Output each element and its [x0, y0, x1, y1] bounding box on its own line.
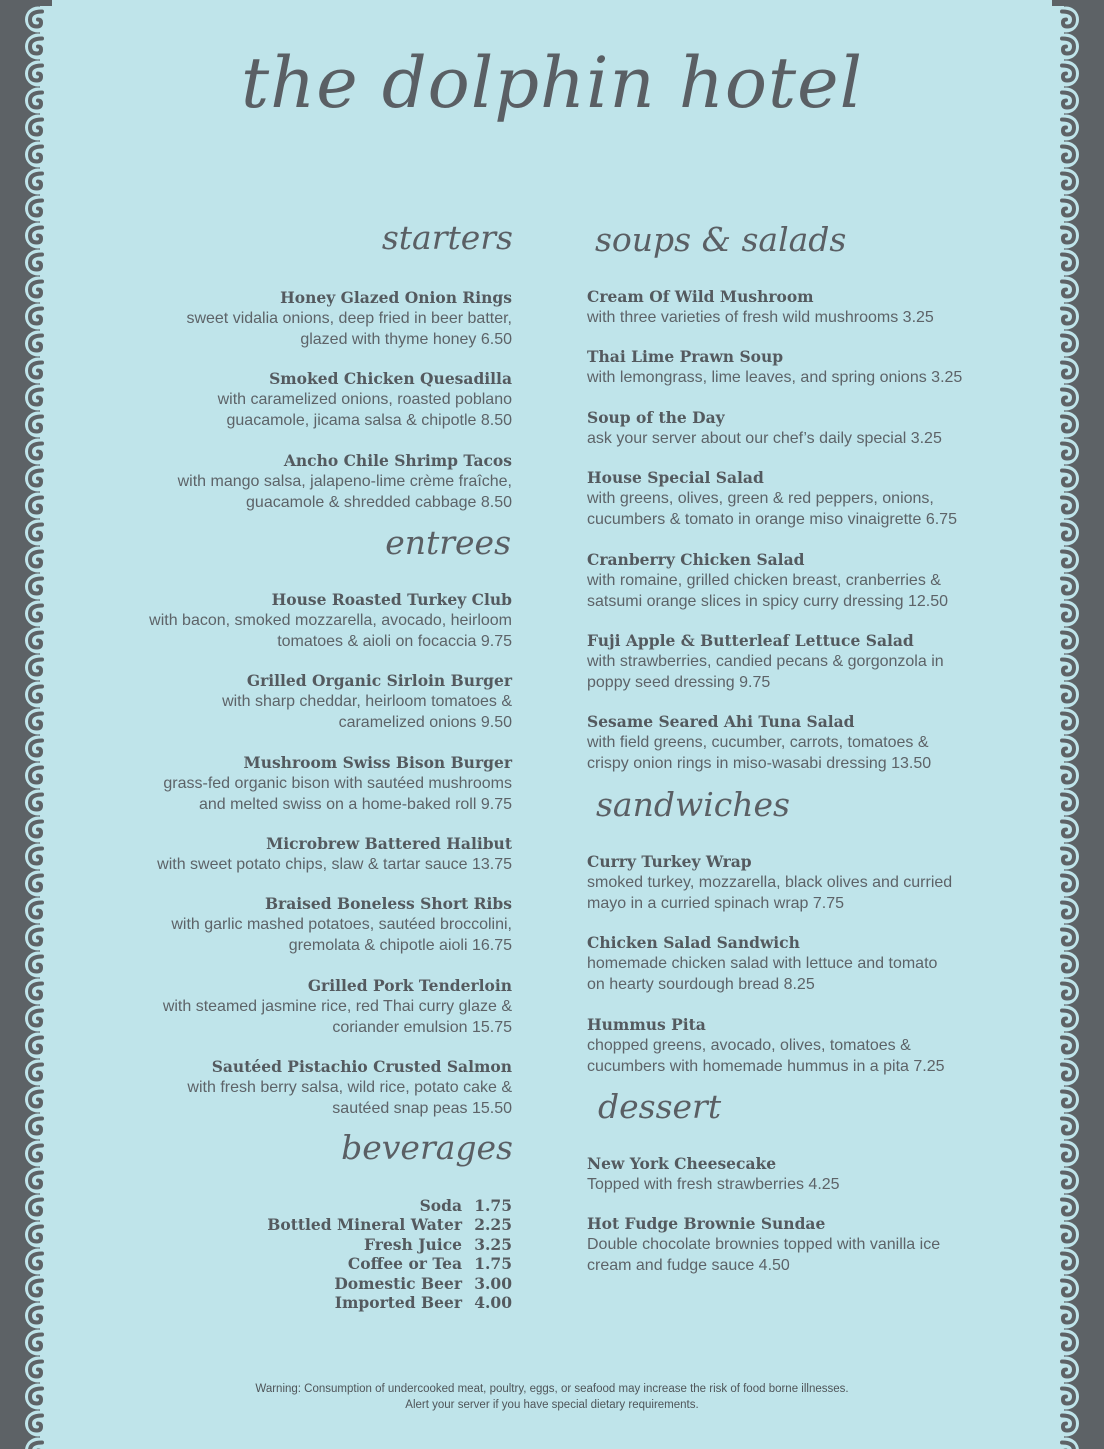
beverage-row [92, 1254, 512, 1274]
beverage-row [92, 1293, 512, 1313]
item-description: with garlic mashed potatoes, sautéed broccolini, gremolata & chipotle aioli 16.75 [171, 916, 512, 954]
item-name: Thai Lime Prawn Soup [587, 347, 784, 366]
item-description: homemade chicken salad with lettuce and tomato on hearty sourdough bread 8.25 [587, 955, 938, 993]
menu-item [587, 407, 1057, 449]
menu-item [587, 711, 1057, 774]
item-name: Grilled Pork Tenderloin [307, 976, 512, 995]
menu-item [52, 833, 512, 875]
soups-salads-heading: soups & salads [595, 220, 847, 259]
item-description: with strawberries, candied pecans & gorgonzola in poppy seed dressing 9.75 [587, 653, 944, 691]
item-name: Ancho Chile Shrimp Tacos [283, 451, 512, 470]
menu-item [587, 467, 1057, 530]
item-description: smoked turkey, mozzarella, black olives and curried mayo in a curried spinach wrap 7.75 [587, 874, 953, 912]
menu-item [52, 1056, 512, 1119]
item-name: Hummus Pita [587, 1015, 706, 1034]
menu-item [52, 893, 512, 956]
starters-heading: starters [381, 218, 513, 257]
menu-item [587, 286, 1057, 328]
item-description: with bacon, smoked mozzarella, avocado, heirloom tomatoes & aioli on focaccia 9.75 [149, 612, 512, 650]
item-name: Cream Of Wild Mushroom [587, 287, 814, 306]
menu-item [52, 752, 512, 815]
item-description: with steamed jasmine rice, red Thai curry glaze & coriander emulsion 15.75 [162, 998, 512, 1036]
item-name: Hot Fudge Brownie Sundae [587, 1214, 826, 1233]
beverage-name: Fresh Juice [364, 1235, 462, 1254]
item-description: Topped with fresh strawberries 4.25 [587, 1176, 840, 1193]
beverage-row [92, 1196, 512, 1216]
right-scallop-border [1052, 0, 1104, 1449]
beverage-row [92, 1235, 512, 1255]
warning-line-1: Warning: Consumption of undercooked meat, poultry, eggs, or seafood may increase the risk of food borne illnesses. [255, 1383, 849, 1395]
item-description: with sweet potato chips, slaw & tartar sauce 13.75 [157, 856, 512, 873]
beverage-price: 3.25 [474, 1235, 512, 1254]
menu-item [52, 368, 512, 431]
item-name: Microbrew Battered Halibut [266, 834, 512, 853]
beverage-price: 2.25 [474, 1215, 512, 1234]
menu-item [587, 1014, 1057, 1077]
item-name: Chicken Salad Sandwich [587, 933, 800, 952]
item-name: Soup of the Day [587, 408, 725, 427]
item-description: with three varieties of fresh wild mushrooms 3.25 [587, 309, 934, 326]
item-name: Smoked Chicken Quesadilla [269, 369, 512, 388]
beverage-name: Coffee or Tea [347, 1254, 462, 1273]
item-name: Cranberry Chicken Salad [587, 550, 805, 569]
beverage-price: 3.00 [474, 1274, 512, 1293]
left-scallop-border [0, 0, 52, 1449]
sandwiches-heading: sandwiches [596, 785, 790, 824]
menu-item [587, 851, 1057, 914]
item-name: Sautéed Pistachio Crusted Salmon [211, 1057, 512, 1076]
item-description: with fresh berry salsa, wild rice, potato cake & sautéed snap peas 15.50 [187, 1079, 512, 1117]
beverage-price: 1.75 [474, 1196, 512, 1215]
warning-line-2: Alert your server if you have special dietary requirements. [405, 1399, 699, 1411]
menu-item [52, 670, 512, 733]
menu-item [587, 549, 1057, 612]
item-description: with romaine, grilled chicken breast, cranberries & satsumi orange slices in spicy curry dressing 12.50 [587, 572, 949, 610]
item-description: with greens, olives, green & red peppers, onions, cucumbers & tomato in orange miso vinaigrette 6.75 [587, 490, 957, 528]
item-description: with lemongrass, lime leaves, and spring onions 3.25 [587, 369, 963, 386]
beverage-name: Bottled Mineral Water [267, 1215, 462, 1234]
item-description: sweet vidalia onions, deep fried in beer batter, glazed with thyme honey 6.50 [186, 310, 512, 348]
beverage-row [92, 1215, 512, 1235]
item-name: Mushroom Swiss Bison Burger [243, 753, 512, 772]
menu-item [587, 346, 1057, 388]
beverages-heading: beverages [341, 1128, 513, 1167]
menu-item [587, 1213, 1057, 1276]
item-description: ask your server about our chef’s daily special 3.25 [587, 430, 942, 447]
item-name: Grilled Organic Sirloin Burger [246, 671, 512, 690]
item-name: House Roasted Turkey Club [271, 590, 512, 609]
item-description: with field greens, cucumber, carrots, tomatoes & crispy onion rings in miso-wasabi dressing 13.50 [587, 734, 932, 772]
beverage-name: Imported Beer [334, 1293, 462, 1312]
menu-item [587, 630, 1057, 693]
beverage-name: Domestic Beer [334, 1274, 462, 1293]
menu-item [52, 589, 512, 652]
item-name: Curry Turkey Wrap [587, 852, 752, 871]
item-description: with sharp cheddar, heirloom tomatoes & caramelized onions 9.50 [222, 693, 512, 731]
dessert-heading: dessert [598, 1087, 722, 1126]
item-name: Fuji Apple & Butterleaf Lettuce Salad [587, 631, 914, 650]
item-description: with caramelized onions, roasted poblano guacamole, jicama salsa & chipotle 8.50 [217, 391, 512, 429]
menu-item [587, 932, 1057, 995]
item-name: Sesame Seared Ahi Tuna Salad [587, 712, 855, 731]
beverage-price: 4.00 [474, 1293, 512, 1312]
menu-item [52, 450, 512, 513]
beverage-row [92, 1274, 512, 1294]
item-description: grass-fed organic bison with sautéed mushrooms and melted swiss on a home-baked roll 9.75 [163, 775, 512, 813]
food-safety-warning [0, 1381, 1104, 1413]
item-name: Braised Boneless Short Ribs [264, 894, 512, 913]
item-name: House Special Salad [587, 468, 764, 487]
beverage-name: Soda [419, 1196, 462, 1215]
item-description: with mango salsa, jalapeno-lime crème fraîche, guacamole & shredded cabbage 8.50 [177, 473, 512, 511]
menu-item [52, 287, 512, 350]
item-name: Honey Glazed Onion Rings [280, 288, 512, 307]
menu-item [587, 1153, 1057, 1195]
entrees-heading: entrees [385, 523, 511, 562]
beverage-price: 1.75 [474, 1254, 512, 1273]
hotel-title: the dolphin hotel [240, 42, 863, 124]
menu-item [52, 975, 512, 1038]
item-name: New York Cheesecake [587, 1154, 777, 1173]
item-description: Double chocolate brownies topped with vanilla ice cream and fudge sauce 4.50 [587, 1236, 941, 1274]
item-description: chopped greens, avocado, olives, tomatoes & cucumbers with homemade hummus in a pita 7.25 [587, 1037, 945, 1075]
